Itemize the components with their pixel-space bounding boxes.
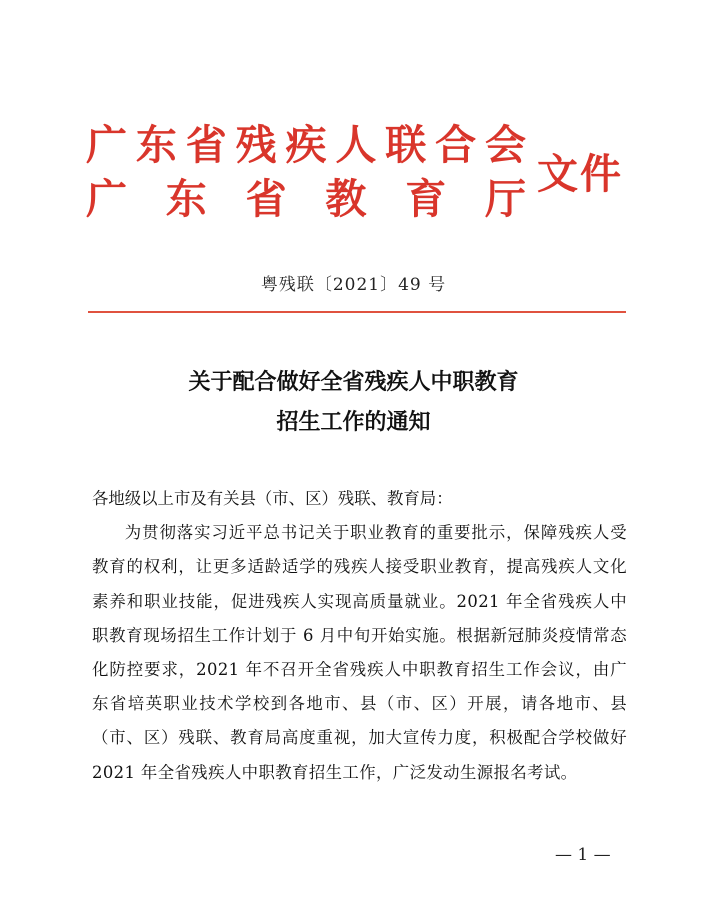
title-line-2: 招生工作的通知 <box>276 409 431 435</box>
issuer-char: 育 <box>405 175 447 223</box>
issuer-char: 教 <box>325 175 367 223</box>
issuer-char: 东 <box>165 175 207 223</box>
issuer-char: 会 <box>485 121 526 169</box>
issuer-char: 合 <box>435 121 477 169</box>
issuer-char: 人 <box>335 121 377 169</box>
issuer-char: 疾 <box>285 121 327 169</box>
red-divider <box>88 311 626 313</box>
document-type-label: 文件 <box>537 150 623 198</box>
salutation: 各地级以上市及有关县（市、区）残联、教育局： <box>92 489 453 508</box>
issuer-block <box>86 118 526 226</box>
issuer-char: 联 <box>385 121 427 169</box>
body-paragraph: 为贯彻落实习近平总书记关于职业教育的重要批示，保障残疾人受教育的权利，让更多适龄适学的残疾人接受职业教育，提高残疾人文化素养和职业技能，促进残疾人实现高质量就业。2021 年全省残疾人中职教育现场招生工作计划于 6 月中旬开始实施。根据新冠肺炎疫情常态化防控要求，2021 年不召开全省残疾人中职教育招生工作会议，由广东省培英职业技术学校到各地市、县（市、区）开展，请各地市、县（市、区）残联、教育局高度重视，加大宣传力度，积极配合学校做好 2021 年全省残疾人中职教育招生工作，广泛发动生源报名考试。 <box>92 523 627 782</box>
page-number: — 1 — <box>555 845 611 865</box>
document-body <box>92 482 627 790</box>
issuer-char: 省 <box>185 121 227 169</box>
issuer-char: 残 <box>235 121 277 169</box>
issuer-char: 东 <box>135 121 177 169</box>
issuer-char: 广 <box>86 175 127 223</box>
issuer-federation-name <box>86 118 526 172</box>
issuer-char: 厅 <box>484 175 526 223</box>
issuer-char: 省 <box>245 175 287 223</box>
document-title <box>0 362 707 442</box>
document-number: 粤残联〔2021〕49 号 <box>260 275 447 295</box>
issuer-char: 广 <box>86 121 127 169</box>
issuer-education-dept-name <box>86 172 526 226</box>
title-line-1: 关于配合做好全省残疾人中职教育 <box>188 369 519 395</box>
